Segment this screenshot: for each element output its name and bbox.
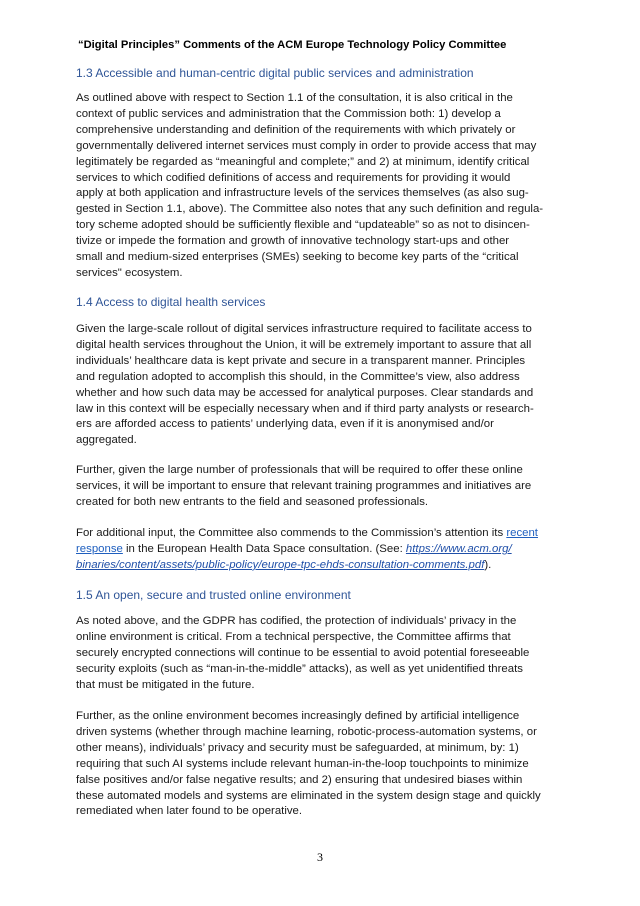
- text-line: false positives and/or false negative results; and 2) ensuring that undesired biases within: [76, 773, 523, 786]
- text-line: tivize or impede the formation and growth of innovative technology start-ups and other: [76, 235, 510, 248]
- ehds-url-link-cont[interactable]: binaries/content/assets/public-policy/europe-tpc-ehds-consultation-comments.pdf: [76, 558, 485, 571]
- text-line: [76, 542, 566, 558]
- paragraph-1-4-a: [76, 322, 566, 449]
- text-line: other means), individuals’ privacy and security must be safeguarded, at minimum, by: 1): [76, 741, 519, 754]
- text-line: securely encrypted connections will continue to be essential to avoid potential foreseeable: [76, 646, 530, 659]
- text-line: [76, 558, 566, 574]
- text-line: apply at both application and infrastructure levels of the services themselves (as also sug-: [76, 187, 529, 200]
- text-line: [76, 526, 566, 542]
- text-line: digital health services throughout the Union, it will be extremely important to assure that all: [76, 338, 532, 351]
- text-line: aggregated.: [76, 434, 137, 447]
- text-line: governmentally delivered internet services must comply in order to provide access that may: [76, 139, 537, 152]
- text-line: comprehensive understanding and definition of the requirements with which privately or: [76, 123, 516, 136]
- text-line: and regulation adopted to accomplish this should, in the Committee’s view, also address: [76, 370, 520, 383]
- text-line: created for both new entrants to the field and seasoned professionals.: [76, 495, 429, 508]
- text-line: As outlined above with respect to Section 1.1 of the consultation, it is also critical in the: [76, 92, 513, 104]
- text-line: individuals’ healthcare data is kept private and secure in a transparent manner. Principles: [76, 354, 526, 367]
- paragraph-1-4-c: [76, 526, 566, 574]
- text-line: law in this context will be especially necessary when and if third party analysts or research-: [76, 402, 534, 415]
- text-line: tory scheme adopted should be sufficiently flexible and “updateable” so as not to disincen-: [76, 219, 530, 232]
- paragraph-1-5-b: [76, 709, 566, 820]
- text-line: services" ecosystem.: [76, 266, 183, 279]
- recent-response-link-cont[interactable]: response: [76, 542, 123, 555]
- section-heading-1-3: 1.3 Accessible and human-centric digital public services and administration: [76, 66, 474, 80]
- text-line: remediated when later found to be operative.: [76, 805, 303, 818]
- section-heading-1-4: 1.4 Access to digital health services: [76, 295, 266, 309]
- text-line: small and medium-sized enterprises (SMEs) seeking to become key parts of the “critical: [76, 251, 519, 264]
- recent-response-link[interactable]: recent: [506, 527, 538, 539]
- text-line: context of public services and administration that the Commission both: 1) develop a: [76, 107, 501, 120]
- text-segment: in the European Health Data Space consultation. (See:: [122, 542, 406, 555]
- section-heading-1-5: 1.5 An open, secure and trusted online environment: [76, 588, 351, 602]
- text-segment: For additional input, the Committee also commends to the Commission’s attention its: [76, 527, 507, 539]
- paragraph-1-5-a: [76, 614, 566, 694]
- text-segment: ).: [484, 558, 492, 571]
- paragraph-1-4-b: [76, 463, 566, 511]
- text-line: Given the large-scale rollout of digital services infrastructure required to facilitate access to: [76, 323, 532, 335]
- page-number: 3: [317, 850, 323, 864]
- text-line: driven systems (whether through machine learning, robotic-process-automation systems, or: [76, 725, 537, 738]
- text-line: As noted above, and the GDPR has codified, the protection of individuals’ privacy in the: [76, 615, 517, 627]
- text-line: ers are afforded access to patients’ underlying data, even if it is anonymised and/or: [76, 418, 494, 431]
- text-line: that must be mitigated in the future.: [76, 678, 255, 691]
- text-line: gested in Section 1.1, above). The Committee also notes that any such definition and regula-: [76, 203, 544, 216]
- text-line: whether and how such data may be accessed for analytical purposes. Clear standards and: [76, 386, 534, 399]
- text-line: requiring that such AI systems include relevant human-in-the-loop touchpoints to minimize: [76, 757, 529, 770]
- text-line: security exploits (such as “man-in-the-middle” attacks), as well as yet unidentified threats: [76, 662, 523, 675]
- text-line: Further, as the online environment becomes increasingly defined by artificial intelligence: [76, 710, 520, 722]
- text-line: these automated models and systems are eliminated in the system design stage and quickly: [76, 789, 541, 802]
- text-line: online environment is critical. From a technical perspective, the Committee affirms that: [76, 630, 511, 643]
- running-header: “Digital Principles” Comments of the ACM Europe Technology Policy Committee: [78, 39, 507, 51]
- ehds-url-link[interactable]: https://www.acm.org/: [405, 542, 512, 555]
- text-line: Further, given the large number of professionals that will be required to offer these online: [76, 464, 523, 476]
- paragraph-1-3: [76, 91, 566, 282]
- text-line: services, it will be important to ensure that relevant training programmes and initiatives are: [76, 479, 532, 492]
- text-line: services to which codified definitions of access and requirements for providing it would: [76, 171, 511, 184]
- text-line: legitimately be regarded as “meaningful and complete;” and 2) at minimum, identify critical: [76, 155, 530, 168]
